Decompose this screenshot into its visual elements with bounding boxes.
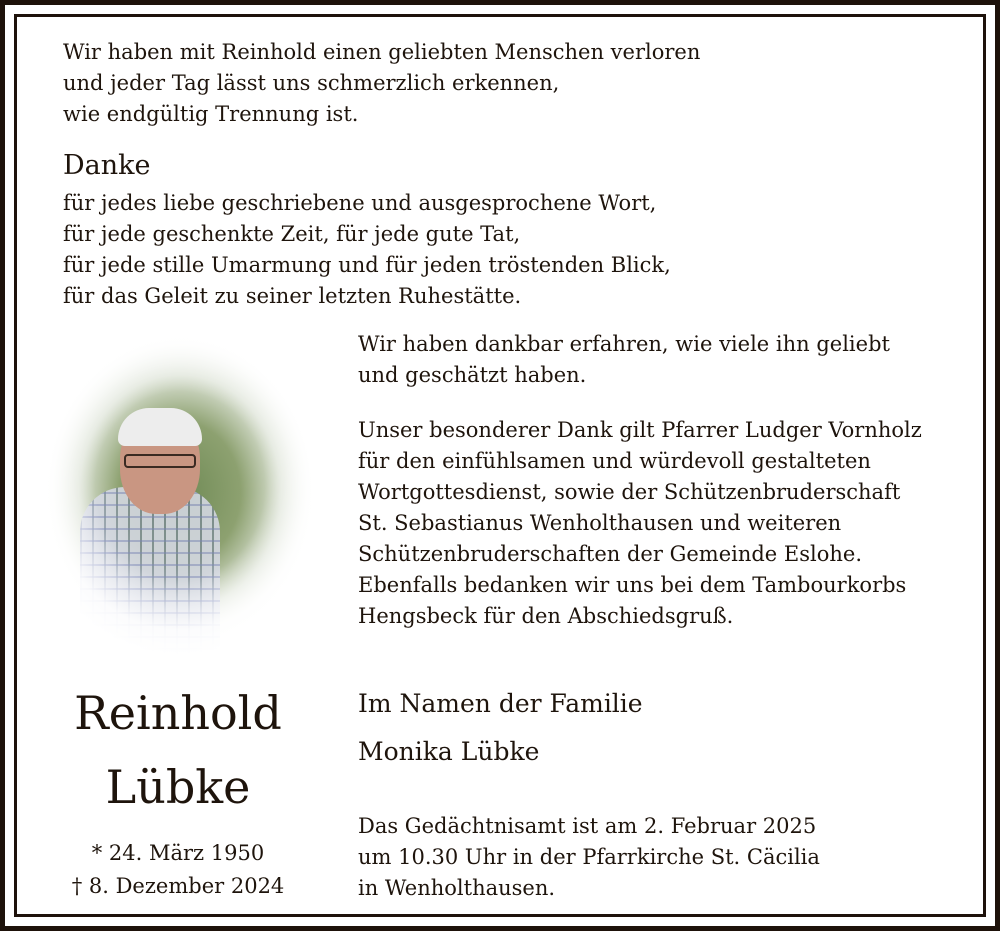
gratitude-line: Wir haben dankbar erfahren, wie viele ihn geliebt: [358, 332, 890, 356]
special-thanks-line: Hengsbeck für den Abschiedsgruß.: [358, 604, 734, 628]
memorial-line: um 10.30 Uhr in der Pfarrkirche St. Cäcilia: [358, 845, 820, 869]
thanks-line: für jede geschenkte Zeit, für jede gute Tat,: [63, 222, 521, 246]
special-thanks-line: für den einfühlsamen und würdevoll gestalteten: [358, 449, 871, 473]
death-date: † 8. Dezember 2024: [71, 874, 285, 898]
intro-line: Wir haben mit Reinhold einen geliebten Menschen verloren: [63, 40, 701, 64]
memorial-line: in Wenholthausen.: [358, 876, 556, 900]
family-name: Monika Lübke: [358, 737, 540, 766]
special-thanks-text: [358, 415, 922, 632]
thanks-heading: Danke: [63, 150, 151, 181]
intro-text: [63, 37, 700, 130]
special-thanks-line: Unser besonderer Dank gilt Pfarrer Ludger Vornholz: [358, 418, 922, 442]
special-thanks-line: Schützenbruderschaften der Gemeinde Eslohe.: [358, 542, 862, 566]
portrait-photo: [20, 322, 340, 662]
special-thanks-line: St. Sebastianus Wenholthausen und weiteren: [358, 511, 842, 535]
thanks-line: für jedes liebe geschriebene und ausgesprochene Wort,: [63, 191, 657, 215]
thanks-line: für das Geleit zu seiner letzten Ruhestätte.: [63, 284, 522, 308]
gratitude-text: [358, 329, 890, 391]
deceased-last-name: Lübke: [105, 760, 251, 814]
thanks-list: [63, 188, 671, 312]
memorial-line: Das Gedächtnisamt ist am 2. Februar 2025: [358, 814, 817, 838]
special-thanks-line: Wortgottesdienst, sowie der Schützenbruderschaft: [358, 480, 901, 504]
intro-line: und jeder Tag lässt uns schmerzlich erkennen,: [63, 71, 560, 95]
birth-date: * 24. März 1950: [91, 841, 265, 865]
gratitude-line: und geschätzt haben.: [358, 363, 587, 387]
memorial-text: [358, 811, 820, 904]
intro-line: wie endgültig Trennung ist.: [63, 102, 359, 126]
special-thanks-line: Ebenfalls bedanken wir uns bei dem Tambourkorbs: [358, 573, 907, 597]
family-label: Im Namen der Familie: [358, 689, 643, 718]
deceased-first-name: Reinhold: [74, 686, 282, 740]
thanks-line: für jede stille Umarmung und für jeden tröstenden Blick,: [63, 253, 671, 277]
